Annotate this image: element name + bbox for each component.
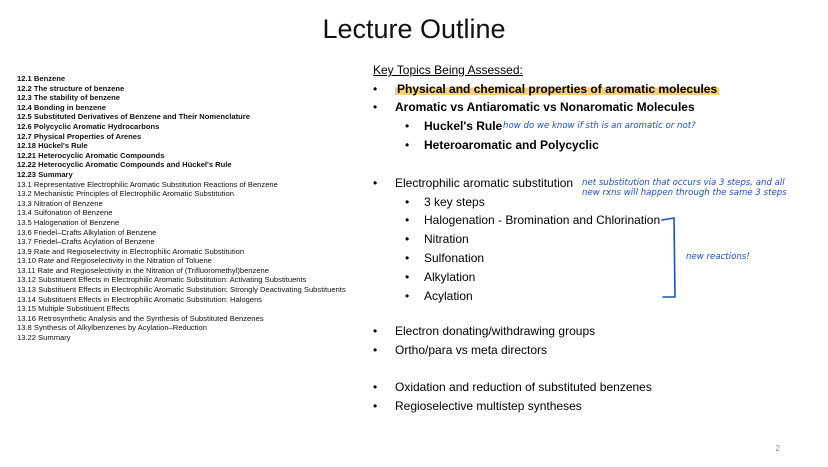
bullet: • (373, 100, 378, 114)
chapter-list-item: 13.5 Halogenation of Benzene (17, 217, 120, 227)
bullet: • (405, 138, 410, 152)
chapter-list-item: 12.21 Heterocyclic Aromatic Compounds (17, 150, 165, 160)
chapter-list-item: 13.1 Representative Electrophilic Aromatic Substitution Reactions of Benzene (17, 179, 278, 189)
topic-oxidation-reduction: Oxidation and reduction of substituted benzenes (395, 380, 652, 394)
chapter-list (17, 74, 362, 343)
topic-physical-properties (395, 82, 719, 96)
bullet: • (373, 380, 378, 394)
topic-huckel-rule: Huckel's Rule (424, 119, 503, 133)
chapter-list-item: 13.11 Rate and Regioselectivity in the Nitration of (Trifluoromethyl)benzene (17, 265, 269, 275)
chapter-list-item: 12.3 The stability of benzene (17, 93, 120, 103)
bullet: • (373, 399, 378, 413)
bullet: • (373, 176, 378, 190)
chapter-list-item: 12.4 Bonding in benzene (17, 102, 107, 112)
topic-nitration: Nitration (424, 232, 469, 246)
chapter-list-item: 13.12 Substituent Effects in Electrophilic Aromatic Substitution: Activating Substituents (17, 275, 307, 285)
topic-sulfonation: Sulfonation (424, 251, 485, 265)
chapter-list-item: 12.1 Benzene (17, 74, 66, 83)
chapter-list-item: 13.2 Mechanistic Principles of Electrophilic Aromatic Substitution (17, 189, 234, 199)
key-topics-heading: Key Topics Being Assessed: (373, 63, 523, 77)
topic-key-steps: 3 key steps (424, 195, 485, 209)
chapter-list-item: 13.7 Friedel–Crafts Acylation of Benzene (17, 237, 155, 247)
handwritten-note-new-reactions: new reactions! (686, 252, 750, 262)
bullet: • (373, 82, 378, 96)
topic-directors: Ortho/para vs meta directors (395, 343, 548, 357)
bullet: • (373, 324, 378, 338)
chapter-list-item: 13.15 Multiple Substituent Effects (17, 304, 130, 314)
chapter-list-item: 13.6 Friedel–Crafts Alkylation of Benzene (17, 227, 157, 237)
chapter-list-item: 12.6 Polycyclic Aromatic Hydrocarbons (17, 121, 160, 131)
topic-alkylation: Alkylation (424, 270, 476, 284)
topic-aromaticity: Aromatic vs Antiaromatic vs Nonaromatic Molecules (395, 100, 695, 114)
bullet: • (373, 343, 378, 357)
topic-heteroaromatic: Heteroaromatic and Polycyclic (424, 138, 599, 152)
bullet: • (405, 251, 410, 265)
handwritten-note-eas-line1: net substitution that occurs via 3 steps, and all (582, 178, 785, 188)
bullet: • (405, 213, 410, 227)
handwritten-note-eas-line2: new rxns will happen through the same 3 steps (582, 188, 787, 198)
chapter-list-item: 12.23 Summary (17, 169, 73, 179)
bullet: • (405, 289, 410, 303)
highlighted-text: Physical and chemical properties of aromatic molecules (397, 82, 718, 96)
chapter-list-item: 12.7 Physical Properties of Arenes (17, 131, 142, 141)
chapter-list-item: 13.8 Synthesis of Alkylbenzenes by Acylation–Reduction (17, 323, 207, 333)
chapter-list-item: 13.13 Substituent Effects in Electrophilic Aromatic Substitution: Strongly Deactivating Substituents (17, 285, 346, 295)
topic-acylation: Acylation (424, 289, 473, 303)
page-number: 2 (775, 444, 780, 453)
handwritten-bracket (662, 218, 675, 297)
chapter-list-item: 13.4 Sulfonation of Benzene (17, 208, 113, 218)
bullet: • (405, 195, 410, 209)
chapter-list-item: 13.22 Summary (17, 333, 71, 343)
chapter-list-item: 13.16 Retrosynthetic Analysis and the Synthesis of Substituted Benzenes (17, 313, 264, 323)
chapter-list-item: 13.14 Substituent Effects in Electrophilic Aromatic Substitution: Halogens (17, 294, 263, 304)
topic-halogenation: Halogenation - Bromination and Chlorination (424, 213, 661, 227)
topic-eas: Electrophilic aromatic substitution (395, 176, 574, 190)
chapter-list-item: 12.22 Heterocyclic Aromatic Compounds and Hückel's Rule (17, 160, 232, 170)
topic-multistep-synthesis: Regioselective multistep syntheses (395, 399, 582, 413)
chapter-list-item: 12.5 Substituted Derivatives of Benzene and Their Nomenclature (17, 112, 250, 122)
chapter-list-item: 13.9 Rate and Regioselectivity in Electrophilic Aromatic Substitution (17, 246, 245, 256)
handwritten-note-huckel: how do we know if sth is an aromatic or not? (503, 121, 696, 131)
bullet: • (405, 119, 410, 133)
chapter-list-item: 13.3 Nitration of Benzene (17, 198, 103, 208)
chapter-list-item: 12.18 Hückel's Rule (17, 141, 88, 151)
chapter-list-item: 13.10 Rate and Regioselectivity in the Nitration of Toluene (17, 256, 212, 266)
topic-edg-ewg: Electron donating/withdrawing groups (395, 324, 596, 338)
chapter-list-item: 12.2 The structure of benzene (17, 83, 125, 93)
slide-title: Lecture Outline (322, 14, 506, 44)
bullet: • (405, 232, 410, 246)
bullet: • (405, 270, 410, 284)
